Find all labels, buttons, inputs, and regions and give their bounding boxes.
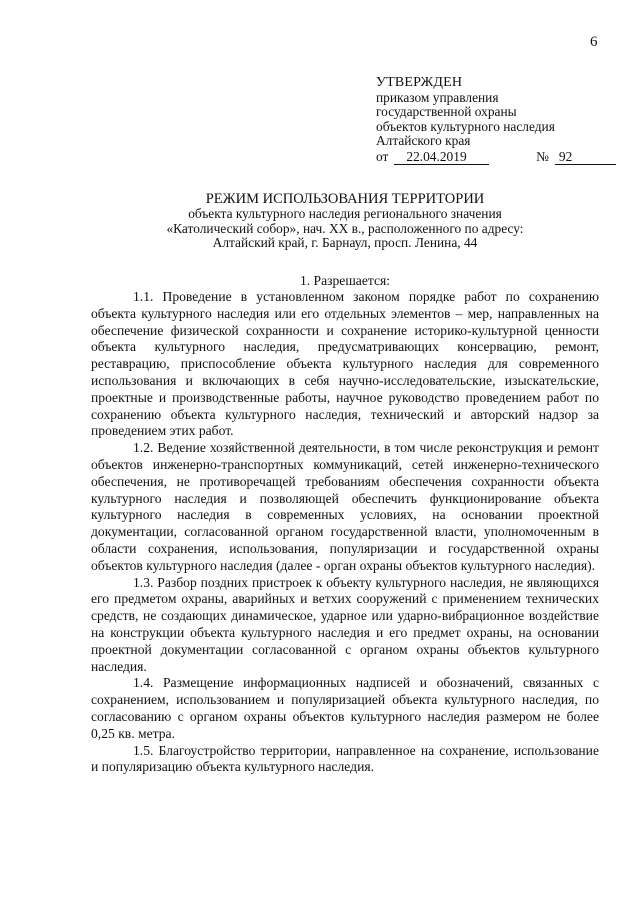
- title-line: объекта культурного наследия регионального значения: [188, 206, 502, 221]
- section-heading: 1. Разрешается:: [299, 273, 391, 288]
- approval-line: объектов культурного наследия: [376, 118, 555, 134]
- document-title-block: [90, 191, 600, 251]
- document-title: РЕЖИМ ИСПОЛЬЗОВАНИЯ ТЕРРИТОРИИ: [205, 191, 485, 207]
- paragraph-1-2: 1.2. Ведение хозяйственной деятельности, в том числе реконструкция и ремонт объектов инженерно-транспортных коммуникаций, сетей инженерно-технического обеспечения, не противоречащей требованиям обеспечения сохранности объекта культурного наследия и позволяющей обеспечить функционирование объекта культурного наследия в современных условиях, на основании проектной документации, согласованной органом государственной власти, уполномоченным в области сохранения, использования, популяризации и государственной охраны объектов культурного наследия (далее - орган охраны объектов культурного наследия).: [91, 440, 599, 573]
- paragraph-1-5: 1.5. Благоустройство территории, направленное на сохранение, использование и популяризацию объекта культурного наследия.: [91, 742, 599, 775]
- approval-line: Алтайского края: [376, 133, 471, 148]
- page-number: 6: [590, 34, 598, 50]
- section-body: [91, 289, 599, 776]
- approval-date: 22.04.2019: [394, 150, 489, 166]
- approval-date-line: [376, 150, 616, 166]
- approval-stamp: [376, 76, 616, 165]
- paragraph-1-1: 1.1. Проведение в установленном законом порядке работ по сохранению объекта культурного наследия или его отдельных элементов – мер, направленных на обеспечение физической сохранности и сохранение историко-культурной ценности объекта культурного наследия, предусматривающих консервацию, ремонт, реставрацию, приспособление объекта культурного наследия для современного использования и включающих в себя научно-исследовательские, изыскательские, проектные и производственные работы, научное руководство проведением работ по сохранению объекта культурного наследия, технический и авторский надзор за проведением этих работ.: [91, 289, 599, 439]
- title-line: Алтайский край, г. Барнаул, просп. Ленина, 44: [212, 235, 478, 250]
- paragraph-1-3: 1.3. Разбор поздних пристроек к объекту культурного наследия, не являющихся его предметом охраны, аварийных и ветхих сооружений с применением технических средств, не создающих динамическое, ударное или ударно-вибрационное воздействие на конструкции объекта культурного наследия и его предмет охраны, на основании проектной документации согласованной с органом охраны объектов культурного наследия.: [91, 574, 599, 674]
- approval-number: 92: [555, 150, 616, 166]
- approval-heading: УТВЕРЖДЕН: [376, 75, 463, 90]
- number-label: №: [536, 148, 549, 164]
- paragraph-1-4: 1.4. Размещение информационных надписей и обозначений, связанных с сохранением, использованием и популяризацией объекта культурного наследия, по согласованию с органом охраны объектов культурного наследия размером не более 0,25 кв. метра.: [91, 675, 599, 741]
- date-prefix: от: [376, 148, 389, 164]
- approval-line: государственной охраны: [376, 104, 517, 119]
- approval-line: приказом управления: [376, 89, 499, 105]
- title-line: «Католический собор», нач. XX в., расположенного по адресу:: [166, 220, 524, 236]
